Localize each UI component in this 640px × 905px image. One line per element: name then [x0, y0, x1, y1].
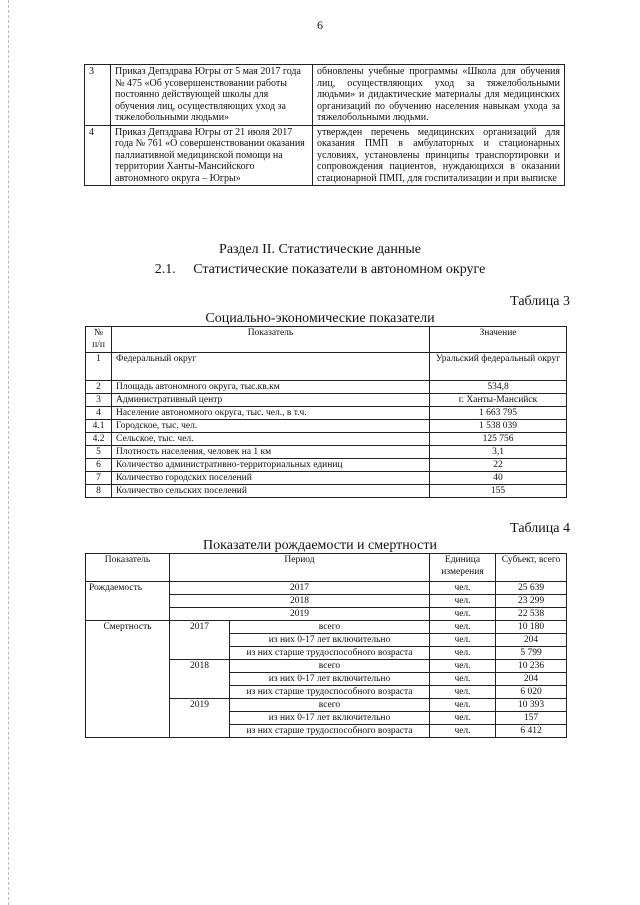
value-cell: 155 [430, 485, 567, 498]
value-cell: Уральский федеральный округ [430, 353, 567, 381]
year-cell: 2018 [170, 595, 430, 608]
value-cell: 157 [496, 712, 567, 725]
scan-edge-line [8, 0, 10, 905]
unit-cell: чел. [430, 595, 496, 608]
table-row [86, 582, 567, 595]
value-cell: 5 799 [496, 647, 567, 660]
value-cell: 25 639 [496, 582, 567, 595]
value-cell: 10 393 [496, 699, 567, 712]
year-cell: 2019 [170, 699, 230, 738]
value-cell: 22 538 [496, 608, 567, 621]
row-number: 2 [86, 381, 112, 394]
indicator-cell: Количество сельских поселений [112, 485, 430, 498]
indicator-cell: Административный центр [112, 394, 430, 407]
row-number: 5 [86, 446, 112, 459]
indicator-cell: Городское, тыс. чел. [112, 420, 430, 433]
sub-cell: из них 0-17 лет включительно [230, 712, 430, 725]
socio-economic-table [85, 326, 567, 498]
unit-cell: чел. [430, 647, 496, 660]
sub-cell: из них старше трудоспособного возраста [230, 725, 430, 738]
row-number: 4.2 [86, 433, 112, 446]
value-cell: 1 663 795 [430, 407, 567, 420]
value-cell: 3,1 [430, 446, 567, 459]
table-row [86, 407, 567, 420]
indicator-cell: Количество административно-территориальных единиц [112, 459, 430, 472]
sub-cell: всего [230, 621, 430, 634]
table-row [86, 459, 567, 472]
table-row [85, 125, 565, 186]
sub-cell: всего [230, 660, 430, 673]
unit-cell: чел. [430, 608, 496, 621]
table-row [86, 446, 567, 459]
table-header-row [86, 327, 567, 353]
birth-death-table [85, 553, 567, 738]
header-num: № п/п [86, 327, 112, 353]
year-cell: 2017 [170, 621, 230, 660]
sub-cell: всего [230, 699, 430, 712]
header-indicator: Показатель [86, 554, 170, 582]
row-number: 4.1 [86, 420, 112, 433]
indicator-cell: Федеральный округ [112, 353, 430, 381]
value-cell: 22 [430, 459, 567, 472]
table-row [86, 381, 567, 394]
table-row [86, 433, 567, 446]
table-row [86, 485, 567, 498]
table-row [86, 472, 567, 485]
sub-cell: из них старше трудоспособного возраста [230, 647, 430, 660]
indicator-cell: Площадь автономного округа, тыс.кв.км [112, 381, 430, 394]
death-label: Смертность [86, 621, 170, 738]
value-cell: 125 756 [430, 433, 567, 446]
value-cell: 6 412 [496, 725, 567, 738]
sub-cell: из них старше трудоспособного возраста [230, 686, 430, 699]
value-cell: 204 [496, 634, 567, 647]
value-cell: 204 [496, 673, 567, 686]
indicator-cell: Количество городских поселений [112, 472, 430, 485]
unit-cell: чел. [430, 634, 496, 647]
header-period: Период [170, 554, 430, 582]
order-cell: Приказ Депздрава Югры от 21 июля 2017 года № 761 «О совершенствовании оказания паллиативной медицинской помощи на территории Ханты-Мансийского автономного округа – Югры» [111, 125, 313, 186]
indicator-cell: Население автономного округа, тыс. чел., в т.ч. [112, 407, 430, 420]
subsection-title: 2.1. Статистические показатели в автономном округе [154, 262, 486, 277]
table-row [86, 353, 567, 381]
value-cell: 40 [430, 472, 567, 485]
row-number: 4 [86, 407, 112, 420]
year-cell: 2018 [170, 660, 230, 699]
header-subject: Субъект, всего [496, 554, 567, 582]
order-cell: Приказ Депздрава Югры от 5 мая 2017 года № 475 «Об усовершенствовании работы постоянно действующей школы для обучения лиц, осуществляющих уход за тяжелобольными людьми» [111, 65, 313, 126]
row-number: 8 [86, 485, 112, 498]
row-number: 3 [85, 65, 111, 126]
year-cell: 2019 [170, 608, 430, 621]
section-title: Раздел II. Статистические данные [219, 242, 421, 257]
row-number: 1 [86, 353, 112, 381]
value-cell: 6 020 [496, 686, 567, 699]
row-number: 3 [86, 394, 112, 407]
orders-table [84, 64, 565, 186]
value-cell: 534,8 [430, 381, 567, 394]
header-indicator: Показатель [112, 327, 430, 353]
row-number: 6 [86, 459, 112, 472]
table4-label: Таблица 4 [510, 521, 570, 536]
row-number: 7 [86, 472, 112, 485]
unit-cell: чел. [430, 725, 496, 738]
table-row [86, 420, 567, 433]
unit-cell: чел. [430, 621, 496, 634]
indicator-cell: Сельское, тыс. чел. [112, 433, 430, 446]
table4-caption: Показатели рождаемости и смертности [203, 538, 437, 553]
table-header-row [86, 554, 567, 582]
unit-cell: чел. [430, 660, 496, 673]
unit-cell: чел. [430, 673, 496, 686]
unit-cell: чел. [430, 712, 496, 725]
value-cell: 10 180 [496, 621, 567, 634]
table-row [85, 65, 565, 126]
value-cell: 10 236 [496, 660, 567, 673]
header-value: Значение [430, 327, 567, 353]
result-cell: обновлены учебные программы «Школа для обучения лиц, осуществляющих уход за тяжелобольными людьми» и дидактические материалы для медицинских организаций по обучению населения навыкам ухода за тяжелобольными людьми. [313, 65, 565, 126]
sub-cell: из них 0-17 лет включительно [230, 673, 430, 686]
row-number: 4 [85, 125, 111, 186]
table-row [86, 394, 567, 407]
value-cell: 1 538 039 [430, 420, 567, 433]
indicator-cell: Плотность населения, человек на 1 км [112, 446, 430, 459]
value-cell: 23 299 [496, 595, 567, 608]
year-cell: 2017 [170, 582, 430, 595]
value-cell: г. Ханты-Мансийск [430, 394, 567, 407]
sub-cell: из них 0-17 лет включительно [230, 634, 430, 647]
table3-label: Таблица 3 [510, 294, 570, 309]
table3-caption: Социально-экономические показатели [205, 311, 435, 326]
table-row [86, 621, 567, 634]
page-number: 6 [317, 18, 323, 32]
result-cell: утвержден перечень медицинских организаций для оказания ПМП в амбулаторных и стационарных условиях, установлены принципы транспортировки и сопровождения пациентов, нуждающихся в оказании стационарной ПМП, для госпитализации и при выписке [313, 125, 565, 186]
header-unit: Единица измерения [430, 554, 496, 582]
birth-label: Рождаемость [86, 582, 170, 621]
unit-cell: чел. [430, 582, 496, 595]
unit-cell: чел. [430, 699, 496, 712]
unit-cell: чел. [430, 686, 496, 699]
